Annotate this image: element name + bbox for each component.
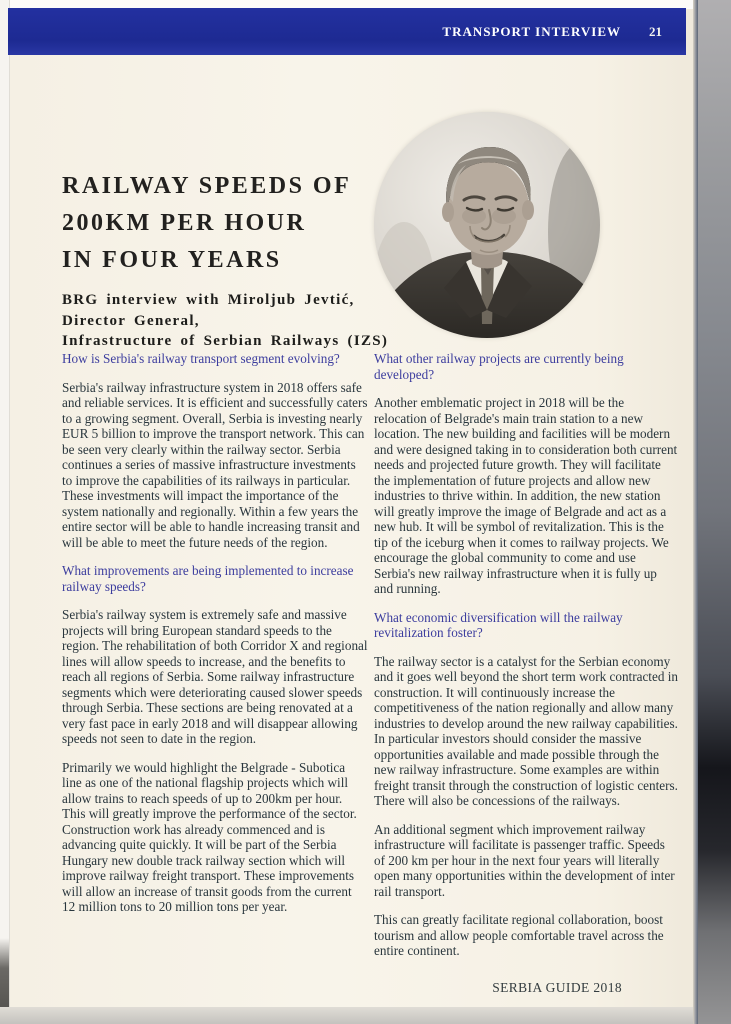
- byline-line-3: Infrastructure of Serbian Railways (IZS): [62, 333, 389, 349]
- book-spine-shadow: [698, 0, 731, 1024]
- interview-question: What other railway projects are currently being developed?: [374, 351, 624, 382]
- portrait-illustration: [374, 112, 600, 338]
- interview-answer: This can greatly facilitate regional collaboration, boost tourism and allow people comfortable travel across the entire continent.: [374, 912, 664, 958]
- scan-left-edge: [0, 0, 10, 1024]
- interview-question: How is Serbia's railway transport segment evolving?: [62, 351, 340, 366]
- section-header-banner: [8, 8, 686, 55]
- publication-imprint: SERBIA GUIDE 2018: [492, 980, 622, 995]
- interview-answer: Primarily we would highlight the Belgrade - Subotica line as one of the national flagship projects which will allow trains to reach speeds of up to 200km per hour. This will greatly improve the performance of the sector. Construction work has already commenced and is advancing quite quickly. It will be part of the Serbia Hungary new double track railway section which will improve railway freight transport. These improvements will allow an increase of transit goods from the current 12 million tons to 20 million tons per year.: [62, 759, 357, 914]
- byline-line-1: BRG interview with Miroljub Jevtić,: [62, 292, 355, 308]
- byline-line-2: Director General,: [62, 312, 200, 329]
- interview-question: What improvements are being implemented to increase railway speeds?: [62, 563, 354, 594]
- interview-answer: Another emblematic project in 2018 will be the relocation of Belgrade's main train station to a new location. The new building and facilities will be modern and were designed taking in to consideration both current needs and projected future growth. They will facilitate the implementation of future projects and allow new industries to thrive within. In addition, the new station will greatly improve the image of Belgrade and act as a new hub. It will be symbol of revitalization. This is the tip of the iceburg when it comes to railway projects. We encourage the global community to come and use Serbia's new railway infrastructure when it is fully up and running.: [374, 395, 678, 596]
- interview-answer: Serbia's railway infrastructure system in 2018 offers safe and reliable services. It is efficient and successfully caters to a growing segment. Overall, Serbia is investing nearly EUR 5 billion to improve the transport network. This can be seen very clearly within the railway sector. Serbia continues a series of massive infrastructure investments to improve the capabilities of its railways in particular. These investments will impact the importance of the system nationally and regionally. Within a few years the entire sector will be able to handle increasing transit and will be able to meet the future needs of the region.: [62, 379, 368, 550]
- interviewee-portrait-photo: [374, 112, 600, 338]
- article-title-line-1: RAILWAY SPEEDS OF: [62, 173, 352, 199]
- interview-answer: An additional segment which improvement railway infrastructure will facilitate is passenger traffic. Speeds of 200 km per hour in the next four years will literally open many opportunities within the development of inter rail transport.: [374, 821, 675, 899]
- article-title-line-3: IN FOUR YEARS: [62, 247, 282, 273]
- article-title-line-2: 200KM PER HOUR: [62, 210, 307, 236]
- section-label: TRANSPORT INTERVIEW: [442, 23, 621, 39]
- article-byline: [62, 290, 392, 352]
- interview-answer: The railway sector is a catalyst for the Serbian economy and it goes well beyond the short term work contracted in construction. It will continuously increase the competitiveness of the nation regionally and allow many industries to develop around the new railway capabilities. In particular investors should consider the massive opportunities available and made possible through the new railway infrastructure. Some examples are within freight transit through the construction of logistic centers. There will also be concessions of the railways.: [374, 653, 678, 808]
- scan-bottom-edge: [0, 1007, 731, 1024]
- left-column: [62, 351, 368, 928]
- interview-question: What economic diversification will the railway revitalization foster?: [374, 609, 623, 640]
- right-column: [374, 351, 679, 972]
- page-number: 21: [649, 23, 662, 39]
- interview-answer: Serbia's railway system is extremely safe and massive projects will bring European standard speeds to the region. The rehabilitation of both Corridor X and regional lines will allow speeds to increase, and the benefits to reach all regions of Serbia. Some railway infrastructure segments which were deteriorating caused slower speeds through Serbia. These sections are being renovated at a very fast pace in early 2018 and will disappear allowing speeds not seen to date in the region.: [62, 607, 368, 746]
- article-title-block: [62, 168, 392, 352]
